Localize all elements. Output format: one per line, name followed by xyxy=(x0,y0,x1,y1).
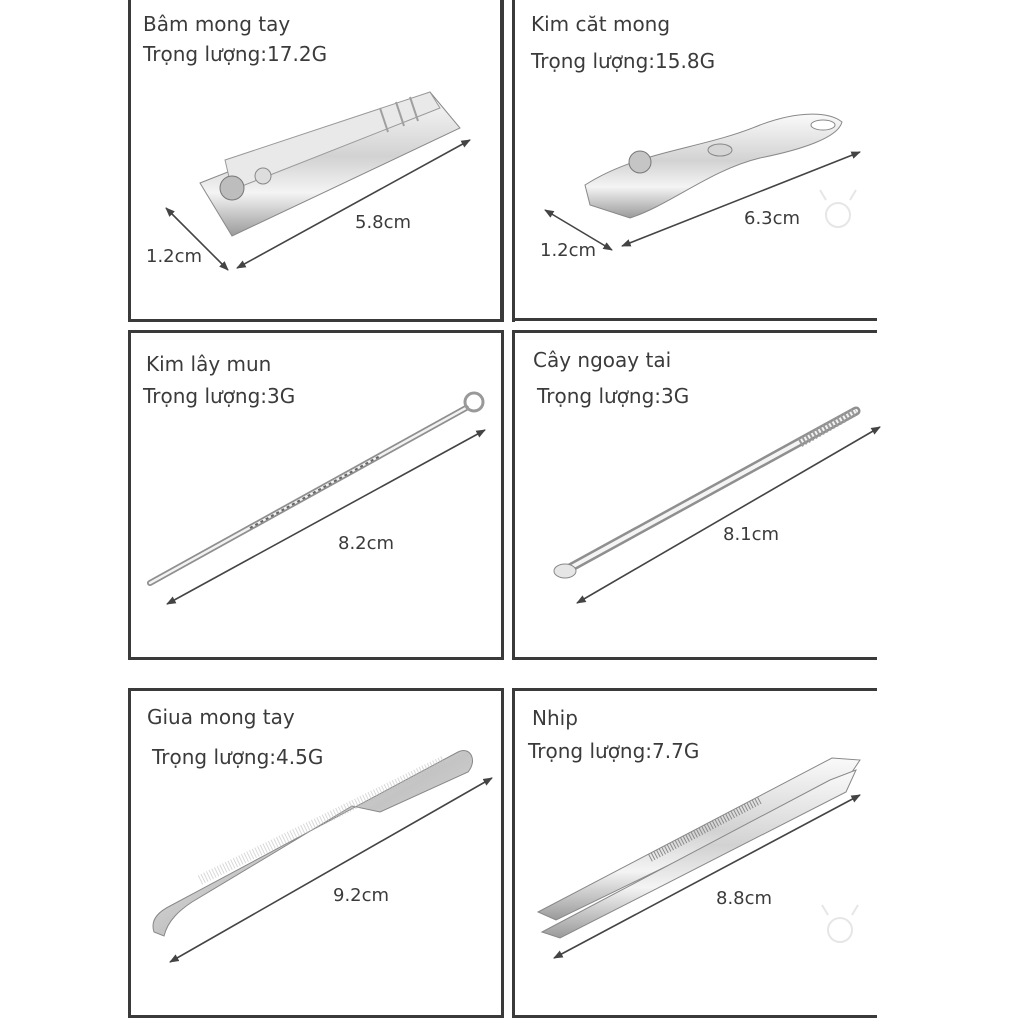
ear-pick-icon xyxy=(554,411,856,578)
length-label: 8.1cm xyxy=(723,524,780,545)
nail-clipper-icon xyxy=(200,92,460,236)
watermark-icon xyxy=(820,190,856,227)
product-weight: Trọng lượng:3G xyxy=(143,384,296,408)
length-label: 8.2cm xyxy=(338,533,395,554)
product-name: Cây ngoay tai xyxy=(533,348,672,372)
width-label: 1.2cm xyxy=(146,246,203,267)
product-weight: Trọng lượng:7.7G xyxy=(528,739,700,763)
tweezers-icon xyxy=(538,758,860,938)
length-label: 6.3cm xyxy=(744,208,801,229)
product-name: Kim căt mong xyxy=(531,12,671,36)
watermark-icon xyxy=(822,905,858,942)
length-arrow xyxy=(167,430,485,604)
acne-needle-icon xyxy=(150,393,483,583)
product-weight: Trọng lượng:17.2G xyxy=(143,42,328,66)
product-name: Nhip xyxy=(532,706,578,730)
length-label: 9.2cm xyxy=(333,885,390,906)
product-weight: Trọng lượng:15.8G xyxy=(531,49,716,73)
product-name: Giua mong tay xyxy=(147,705,295,729)
length-label: 5.8cm xyxy=(355,212,412,233)
product-name: Kim lây mun xyxy=(146,352,272,376)
nail-cutter-icon xyxy=(585,114,842,218)
product-name: Bâm mong tay xyxy=(143,12,291,36)
length-arrow xyxy=(554,795,860,958)
product-weight: Trọng lượng:3G xyxy=(537,384,690,408)
nail-file-icon xyxy=(153,751,473,936)
length-arrow xyxy=(170,778,492,962)
product-weight: Trọng lượng:4.5G xyxy=(152,745,324,769)
length-label: 8.8cm xyxy=(716,888,773,909)
length-arrow xyxy=(577,427,880,603)
width-label: 1.2cm xyxy=(540,240,597,261)
